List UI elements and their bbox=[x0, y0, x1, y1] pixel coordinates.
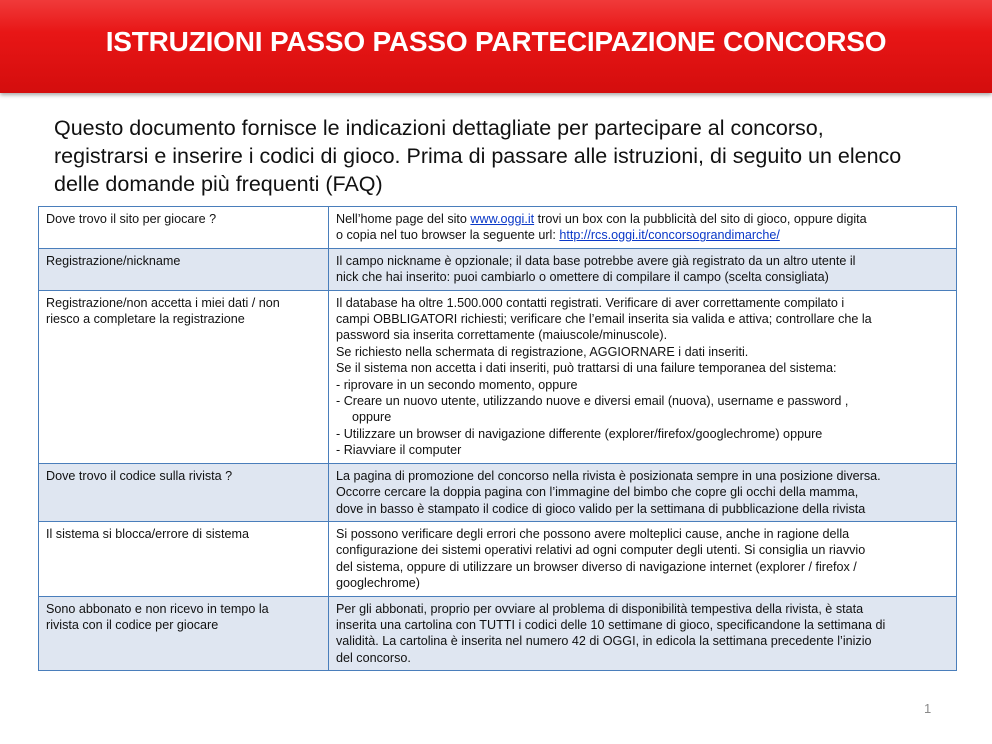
faq-row-subscriber bbox=[39, 596, 957, 671]
list-item: - Utilizzare un browser di navigazione differente (explorer/firefox/googlechrome) oppure bbox=[336, 426, 823, 441]
page-number: 1 bbox=[924, 701, 932, 716]
list-item: - Riavviare il computer bbox=[336, 443, 462, 458]
list-item-continuation: oppure bbox=[352, 410, 392, 425]
faq-question: Il sistema si blocca/errore di sistema bbox=[39, 521, 329, 596]
faq-row-registration bbox=[39, 290, 957, 463]
faq-answer: Nell’home page del sito www.oggi.it trovi un box con la pubblicità del sito di gioco, oppure digita o copia nel tuo browser la seguente url: http://rcs.oggi.it/concorsograndimarche/ bbox=[329, 207, 957, 249]
faq-question: Registrazione/non accetta i miei dati / non riesco a completare la registrazione bbox=[39, 290, 329, 463]
page-title: ISTRUZIONI PASSO PASSO PARTECIPAZIONE CONCORSO bbox=[105, 26, 887, 57]
intro-line: registrarsi e inserire i codici di gioco. Prima di passare alle istruzioni, di seguito un elenco bbox=[54, 144, 902, 168]
faq-answer: La pagina di promozione del concorso nella rivista è posizionata sempre in una posizione diversa. Occorre cercare la doppia pagina con l’immagine del bimbo che copre gli occhi della mamma, dove in basso è stampato il codice di gioco valido per la settimana di pubblicazione della rivista bbox=[329, 463, 957, 521]
faq-row-site bbox=[39, 207, 957, 249]
contest-url-link[interactable]: http://rcs.oggi.it/concorsograndimarche/ bbox=[559, 228, 780, 243]
faq-row-system-error bbox=[39, 521, 957, 596]
faq-answer: Per gli abbonati, proprio per ovviare al problema di disponibilità tempestiva della rivista, è stata inserita una cartolina con TUTTI i codici delle 10 settimane di gioco, specificandone la settimana di validità. La cartolina è inserita nel numero 42 di OGGI, in edicola la settimana precedente l’inizio del concorso. bbox=[329, 596, 957, 671]
faq-answer: Il campo nickname è opzionale; il data base potrebbe avere già registrato da un altro utente il nick che hai inserito: puoi cambiarlo o omettere di compilare il campo (scelta consigliata) bbox=[329, 248, 957, 290]
faq-row-nickname bbox=[39, 248, 957, 290]
intro-line: delle domande più frequenti (FAQ) bbox=[54, 172, 383, 196]
oggi-link[interactable]: www.oggi.it bbox=[470, 212, 535, 226]
faq-question: Sono abbonato e non ricevo in tempo la rivista con il codice per giocare bbox=[39, 596, 329, 671]
faq-answer: Si possono verificare degli errori che possono avere molteplici cause, anche in ragione della configurazione dei sistemi operativi relativi ad ogni computer degli utenti. Si consiglia un riavvio del sistema, oppure di utilizzare un browser diverso di navigazione internet (explorer / firefox / googlechrome) bbox=[329, 521, 957, 596]
faq-answer: Il database ha oltre 1.500.000 contatti registrati. Verificare di aver correttamente compilato i campi OBBLIGATORI richiesti; verificare che l’email inserita sia valida e attiva; controllare che la password sia inserita correttamente (maiuscole/minuscole). Se richiesto nella schermata di registrazione, AGGIORNARE i dati inseriti. Se il sistema non accetta i dati inseriti, può trattarsi di una failure temporanea del sistema: - riprovare in un secondo momento, oppure - Creare un nuovo utente, utilizzando nuove e diversi email (nuova), username e password , oppure - Utilizzare un browser di navigazione differente (explorer/firefox/googlechrome) oppure - Riavviare il computer bbox=[329, 290, 957, 463]
intro-paragraph bbox=[54, 114, 954, 198]
faq-question: Registrazione/nickname bbox=[39, 248, 329, 290]
faq-table bbox=[38, 206, 957, 671]
faq-question: Dove trovo il sito per giocare ? bbox=[39, 207, 329, 249]
list-item: - Creare un nuovo utente, utilizzando nuove e diversi email (nuova), username e password , bbox=[336, 394, 849, 409]
intro-line: Questo documento fornisce le indicazioni dettagliate per partecipare al concorso, bbox=[54, 116, 824, 140]
faq-row-code bbox=[39, 463, 957, 521]
faq-question: Dove trovo il codice sulla rivista ? bbox=[39, 463, 329, 521]
list-item: - riprovare in un secondo momento, oppure bbox=[336, 377, 578, 392]
